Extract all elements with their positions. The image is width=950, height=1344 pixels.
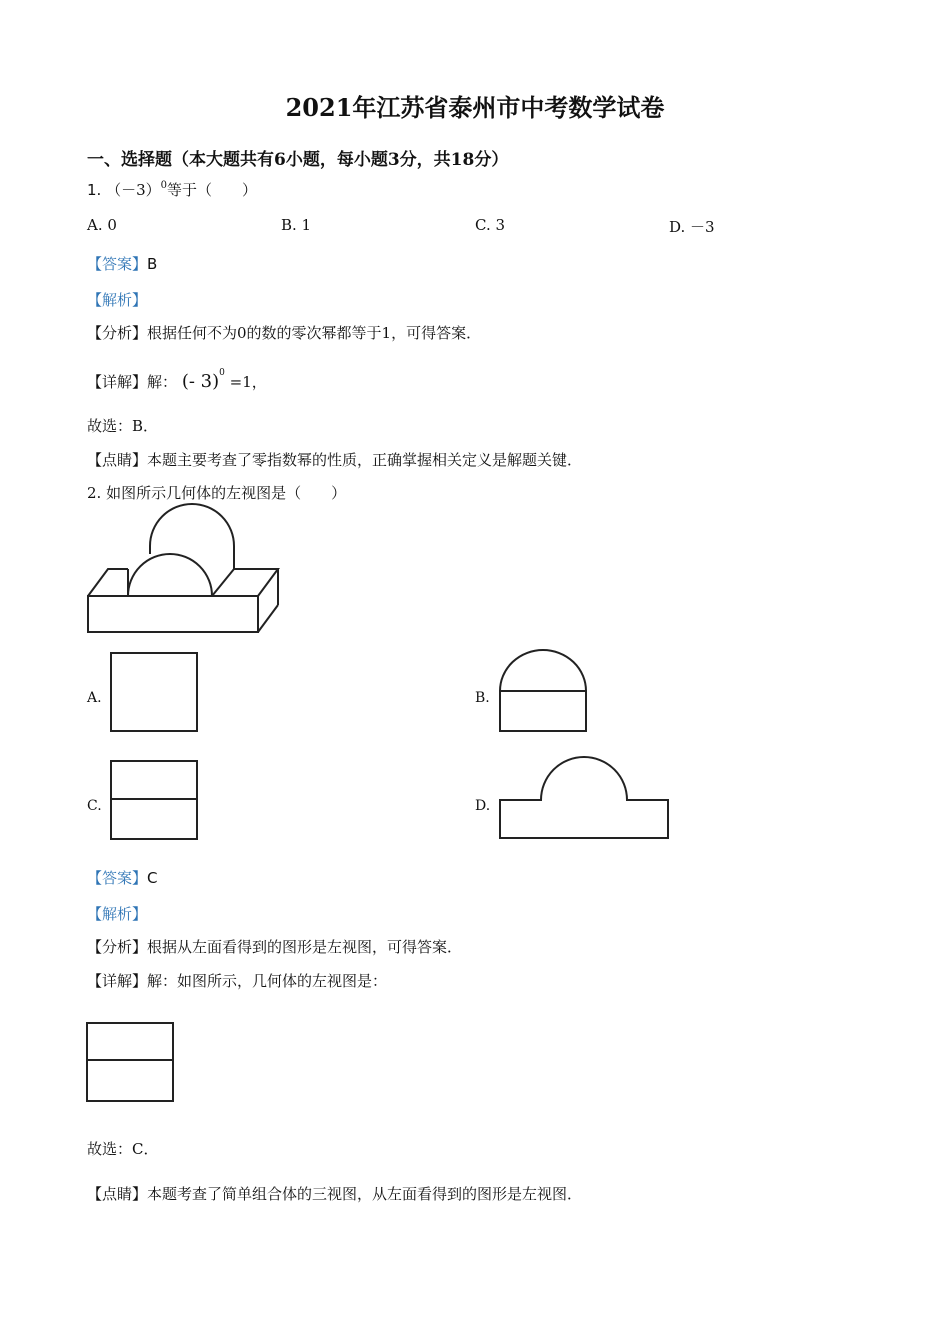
fenxi-tag: 【分析】 — [87, 938, 148, 956]
stem-tail: 等于（ ） — [167, 181, 258, 199]
option-c-figure — [110, 760, 200, 842]
fenxi-line-1 — [87, 322, 481, 343]
detail-prefix: 解： — [147, 373, 178, 391]
answer-line-1 — [87, 253, 157, 274]
option-b: B. 1 — [281, 216, 312, 234]
analysis-tag-2: 【解析】 — [87, 905, 148, 923]
choose-line-2: 故选：C． — [87, 1140, 159, 1158]
analysis-tag-1: 【解析】 — [87, 291, 148, 309]
detail-base: (- 3) — [181, 371, 220, 392]
option-a-figure — [110, 652, 200, 734]
option-d: D. －3 — [669, 218, 715, 236]
dianjing-tag: 【点睛】 — [87, 451, 148, 469]
question-1-stem — [87, 179, 257, 200]
option-c: C. 3 — [475, 216, 506, 234]
option-d-label: D. — [475, 798, 491, 814]
answer-tag: 【答案】 — [87, 869, 148, 887]
dianjing-line-2 — [87, 1183, 582, 1204]
detail-tag: 【详解】 — [87, 972, 148, 990]
detail-line-1 — [87, 368, 267, 392]
option-d-figure — [499, 755, 671, 843]
answer-line-2 — [87, 867, 158, 888]
answer-tag: 【答案】 — [87, 255, 148, 273]
detail-text: 解：如图所示，几何体的左视图是： — [147, 972, 388, 990]
dianjing-text: 本题考查了简单组合体的三视图，从左面看得到的图形是左视图． — [147, 1185, 583, 1203]
fenxi-tag: 【分析】 — [87, 324, 148, 342]
option-b-label: B. — [475, 690, 490, 706]
stem-exponent: 0 — [160, 180, 168, 191]
solid-figure — [86, 520, 281, 635]
answer-figure — [86, 1022, 176, 1104]
dianjing-text: 本题主要考查了零指数幂的性质，正确掌握相关定义是解题关键． — [147, 451, 583, 469]
dianjing-tag: 【点睛】 — [87, 1185, 148, 1203]
question-2-stem: 2. 如图所示几何体的左视图是（ ） — [87, 484, 347, 502]
detail-tag: 【详解】 — [87, 373, 148, 391]
fenxi-text: 根据从左面看得到的图形是左视图，可得答案． — [147, 938, 463, 956]
dianjing-line-1 — [87, 449, 582, 470]
question-number: 1. — [87, 181, 102, 199]
page-title: 2021年江苏省泰州市中考数学试卷 — [285, 93, 665, 122]
detail-exponent: 0 — [219, 368, 225, 378]
option-a: A. 0 — [87, 216, 117, 234]
section-heading: 一、选择题（本大题共有6小题，每小题3分，共18分） — [87, 150, 509, 170]
detail-tail: =1， — [224, 373, 267, 391]
option-b-figure — [499, 649, 589, 735]
option-c-label: C. — [87, 798, 102, 814]
option-a-label: A. — [87, 690, 102, 706]
answer-value: B — [147, 255, 158, 273]
answer-value: C — [147, 869, 158, 887]
fenxi-line-2 — [87, 936, 462, 957]
choose-line-1: 故选：B． — [87, 417, 159, 435]
detail-line-2 — [87, 970, 387, 991]
fenxi-text: 根据任何不为0的数的零次幂都等于1，可得答案． — [147, 324, 482, 342]
stem-base: （－3） — [106, 181, 161, 199]
